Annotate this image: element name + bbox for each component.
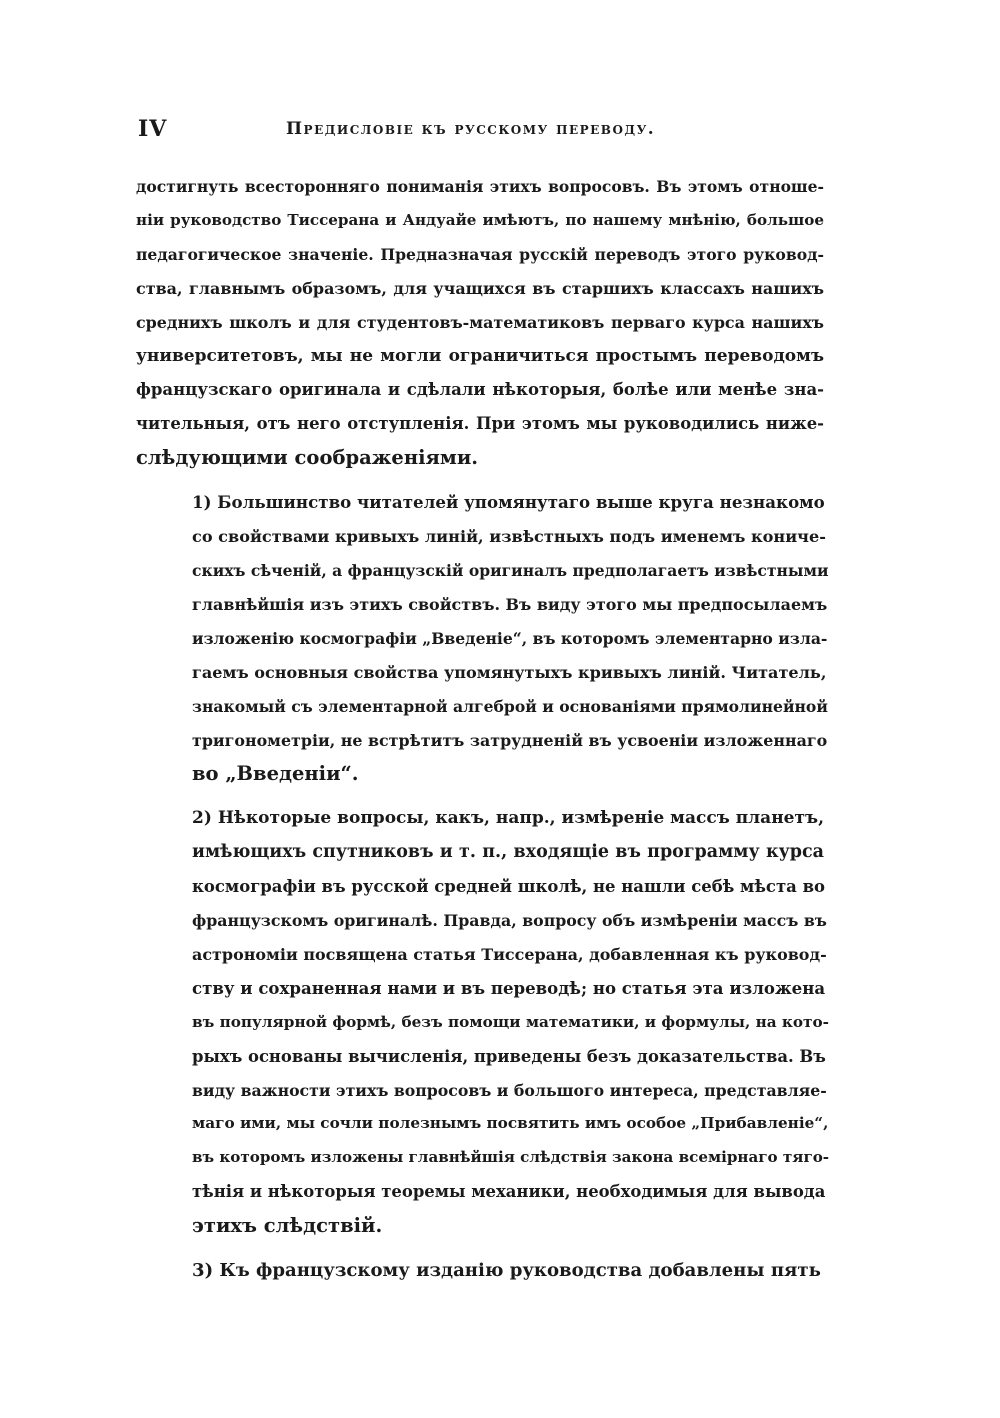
- text-line: во „Введеніи“.: [192, 762, 359, 786]
- page-number: IV: [138, 116, 168, 142]
- text-line: въ которомъ изложены главнѣйшія слѣдствія закона всемірнаго тяго-: [192, 1148, 830, 1167]
- text-line: 1) Большинство читателей упомянутаго выше круга незнакомо: [192, 492, 825, 513]
- text-line: въ популярной формѣ, безъ помощи математики, и формулы, на кото-: [192, 1012, 829, 1031]
- text-line: ству и сохраненная нами и въ переводѣ; но статья эта изложена: [192, 977, 826, 998]
- text-line: маго ими, мы сочли полезнымъ посвятить имъ особое „Прибавленіе“,: [192, 1114, 829, 1133]
- text-line: педагогическое значеніе. Предназначая русскій переводъ этого руковод-: [136, 244, 824, 264]
- text-line: виду важности этихъ вопросовъ и большого интереса, представляе-: [192, 1080, 827, 1100]
- body-text: [136, 170, 830, 1299]
- text-line: рыхъ основаны вычисленія, приведены безъ доказательства. Въ: [192, 1046, 826, 1066]
- text-line: 2) Нѣкоторые вопросы, какъ, напр., измѣреніе массъ планетъ,: [192, 808, 824, 829]
- text-line: изложенію космографіи „Введеніе“, въ которомъ элементарно излa-: [192, 628, 828, 648]
- text-line: гаемъ основныя свойства упомянутыхъ кривыхъ линій. Читатель,: [192, 662, 827, 682]
- paragraph: [136, 170, 824, 475]
- text-line: университетовъ, мы не могли ограничиться простымъ переводомъ: [136, 345, 824, 366]
- paragraph: [136, 802, 830, 1243]
- text-line: тригонометріи, не встрѣтитъ затрудненій въ усвоеніи изложеннаго: [192, 730, 828, 750]
- text-line: ніи руководство Тиссерана и Андуайе имѣютъ, по нашему мнѣнію, большое: [136, 210, 824, 229]
- text-line: достигнуть всесторонняго пониманія этихъ вопросовъ. Въ этомъ отноше-: [136, 177, 824, 196]
- text-line: этихъ слѣдствій.: [192, 1214, 383, 1238]
- text-line: ства, главнымъ образомъ, для учащихся въ старшихъ классахъ нашихъ: [136, 278, 824, 298]
- text-line: астрономіи посвящена статья Тиссерана, добавленная къ руковод-: [192, 944, 827, 964]
- text-line: главнѣйшія изъ этихъ свойствъ. Въ виду этого мы предпосылаемъ: [192, 594, 828, 614]
- running-head: [138, 116, 822, 146]
- text-line: 3) Къ французскому изданію руководства добавлены пять: [192, 1260, 821, 1282]
- paragraph: [136, 486, 829, 791]
- text-line: чительныя, отъ него отступленія. При этомъ мы руководились ниже-: [136, 414, 824, 434]
- text-line: французскомъ оригиналѣ. Правда, вопросу объ измѣреніи массъ въ: [192, 911, 827, 931]
- running-title: Предисловіе къ русскому переводу.: [286, 119, 656, 139]
- text-line: тѣнія и нѣкоторыя теоремы механики, необходимыя для вывода: [192, 1182, 826, 1202]
- text-line: слѣдующими соображеніями.: [136, 446, 479, 470]
- text-line: скихъ сѣченій, а французскій оригиналъ предполагаетъ извѣстными: [192, 560, 829, 580]
- text-line: среднихъ школъ и для студентовъ-математиковъ перваго курса нашихъ: [136, 312, 824, 332]
- text-line: со свойствами кривыхъ линій, извѣстныхъ подъ именемъ кониче-: [192, 527, 826, 547]
- paragraph: [136, 1254, 824, 1288]
- text-line: космографіи въ русской средней школѣ, не нашли себѣ мѣста во: [192, 877, 825, 897]
- text-line: имѣющихъ спутниковъ и т. п., входящіе въ программу курса: [192, 842, 824, 863]
- text-line: французскаго оригинала и сдѣлали нѣкоторыя, болѣе или менѣе зна-: [136, 379, 824, 400]
- text-line: знакомый съ элементарной алгеброй и основаніями прямолинейной: [192, 696, 828, 716]
